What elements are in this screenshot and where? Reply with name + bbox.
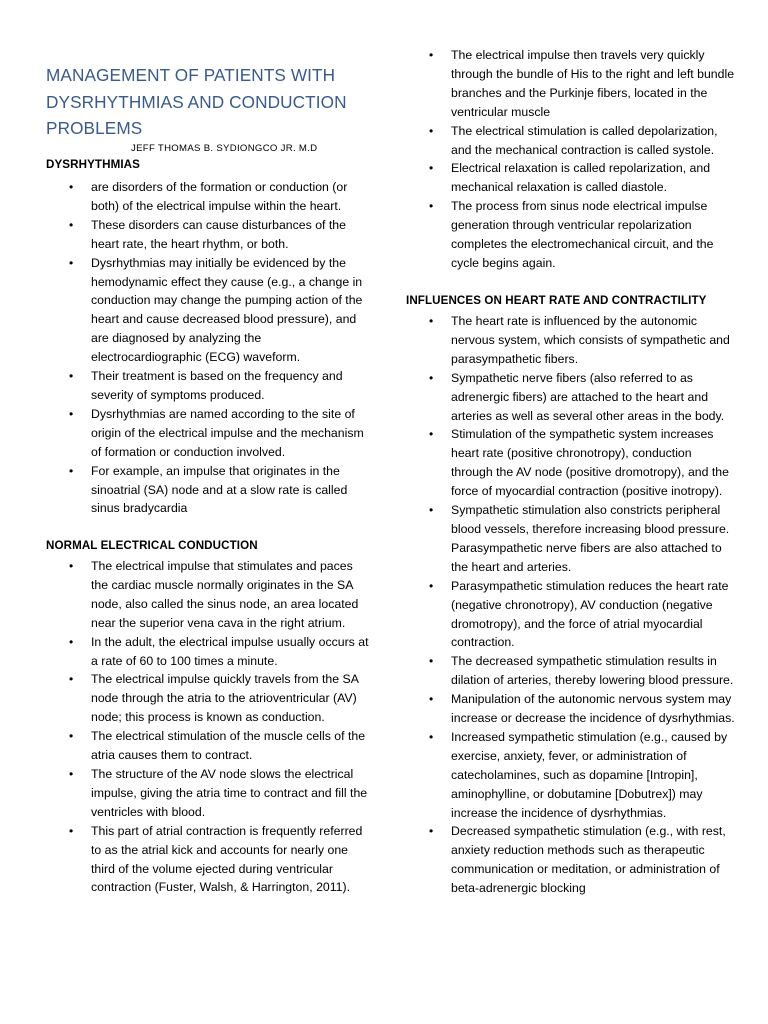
list-influences bbox=[406, 312, 736, 898]
bullet-icon: • bbox=[429, 692, 434, 707]
bullet-icon: • bbox=[69, 406, 74, 421]
list-item: • The heart rate is influenced by the autonomic nervous system, which consists of sympathetic and parasympathetic fibers. bbox=[429, 314, 730, 366]
list-item: • For example, an impulse that originates in the sinoatrial (SA) node and at a slow rate is called sinus bradycardia bbox=[69, 463, 348, 516]
bullet-icon: • bbox=[429, 578, 434, 593]
bullet-icon: • bbox=[429, 824, 434, 839]
list-normal-conduction-left bbox=[46, 557, 371, 897]
list-item: • Stimulation of the sympathetic system increases heart rate (positive chronotropy), conduction through the AV node (positive dromotropy), and the force of myocardial contraction (positive inotropy). bbox=[429, 427, 729, 499]
list-item: • The decreased sympathetic stimulation results in dilation of arteries, thereby lowering blood pressure. bbox=[429, 654, 734, 688]
heading-influences: INFLUENCES ON HEART RATE AND CONTRACTILITY bbox=[406, 294, 707, 307]
bullet-icon: • bbox=[69, 729, 74, 744]
list-item: • This part of atrial contraction is frequently referred to as the atrial kick and accounts for nearly one third of the volume ejected during ventricular contraction (Fuster, Walsh, & Harrington, 2011). bbox=[69, 823, 363, 895]
list-item: • Sympathetic stimulation also constricts peripheral blood vessels, therefore increasing blood pressure. Parasympathetic nerve fibers are also attached to the heart and arteries. bbox=[429, 503, 730, 574]
list-item: • The electrical impulse then travels very quickly through the bundle of His to the right and left bundle branches and the Purkinje fibers, located in the ventricular muscle bbox=[429, 48, 735, 119]
list-dysrhythmias bbox=[46, 178, 371, 518]
bullet-icon: • bbox=[429, 427, 434, 442]
list-item: • In the adult, the electrical impulse usually occurs at a rate of 60 to 100 times a minute. bbox=[69, 634, 369, 668]
list-item: • These disorders can cause disturbances of the heart rate, the heart rhythm, or both. bbox=[69, 217, 346, 251]
document-title: MANAGEMENT OF PATIENTS WITH DYSRHYTHMIAS AND CONDUCTION PROBLEMS bbox=[46, 65, 347, 138]
list-item: • The electrical stimulation is called depolarization, and the mechanical contraction is called systole. bbox=[429, 123, 718, 157]
bullet-icon: • bbox=[429, 161, 434, 176]
bullet-icon: • bbox=[429, 314, 434, 328]
bullet-icon: • bbox=[69, 255, 74, 270]
bullet-icon: • bbox=[429, 199, 434, 214]
list-item: • The process from sinus node electrical impulse generation through ventricular repolarization completes the electromechanical circuit, and the cycle begins again. bbox=[429, 199, 714, 270]
heading-normal-conduction: NORMAL ELECTRICAL CONDUCTION bbox=[46, 539, 258, 552]
list-item: • Their treatment is based on the frequency and severity of symptoms produced. bbox=[69, 369, 343, 402]
list-item: • Electrical relaxation is called repolarization, and mechanical relaxation is called diastole. bbox=[429, 161, 711, 195]
list-item: • are disorders of the formation or conduction (or both) of the electrical impulse within the heart. bbox=[69, 180, 348, 213]
list-item: • Dysrhythmias may initially be evidenced by the hemodynamic effect they cause (e.g., a change in conduction may change the pumping action of the heart and cause decreased blood pressure), and are diagnosed by analyzing the electrocardiographic (ECG) waveform. bbox=[69, 255, 363, 365]
bullet-icon: • bbox=[429, 503, 434, 518]
list-item: • Manipulation of the autonomic nervous system may increase or decrease the incidence of dysrhythmias. bbox=[429, 692, 735, 726]
bullet-icon: • bbox=[429, 48, 434, 62]
heading-dysrhythmias: DYSRHYTHMIAS bbox=[46, 158, 140, 171]
list-item: • The electrical stimulation of the muscle cells of the atria causes them to contract. bbox=[69, 729, 366, 763]
bullet-icon: • bbox=[429, 729, 434, 744]
list-item: • The structure of the AV node slows the electrical impulse, giving the atria time to contract and fill the ventricles with blood. bbox=[69, 766, 368, 819]
bullet-icon: • bbox=[69, 672, 74, 687]
bullet-icon: • bbox=[69, 766, 74, 781]
list-item: • Increased sympathetic stimulation (e.g., caused by exercise, anxiety, fever, or administration of catecholamines, such as dopamine [Intropin], aminophylline, or dobutamine [Dobutrex]) may increase the incidence of dysrhythmias. bbox=[429, 729, 728, 820]
bullet-icon: • bbox=[429, 370, 434, 385]
bullet-icon: • bbox=[69, 634, 74, 649]
bullet-icon: • bbox=[69, 559, 74, 573]
list-item: • Dysrhythmias are named according to the site of origin of the electrical impulse and the mechanism of formation or conduction involved. bbox=[69, 406, 364, 459]
bullet-icon: • bbox=[69, 463, 74, 478]
list-normal-conduction-right bbox=[406, 46, 736, 273]
bullet-icon: • bbox=[429, 123, 434, 138]
bullet-icon: • bbox=[69, 217, 74, 232]
list-item: • Decreased sympathetic stimulation (e.g., with rest, anxiety reduction methods such as therapeutic communication or meditation, or administration of beta-adrenergic blocking bbox=[429, 824, 726, 896]
bullet-icon: • bbox=[69, 369, 74, 384]
bullet-icon: • bbox=[69, 180, 74, 194]
author-line: JEFF THOMAS B. SYDIONGCO JR. M.D bbox=[131, 143, 318, 154]
list-item: • The electrical impulse that stimulates and paces the cardiac muscle normally originates in the SA node, also called the sinus node, an area located near the superior vena cava in the right atrium. bbox=[69, 559, 359, 630]
list-item: • Parasympathetic stimulation reduces the heart rate (negative chronotropy), AV conduction (negative dromotropy), and the force of atrial myocardial contraction. bbox=[429, 578, 729, 650]
bullet-icon: • bbox=[69, 823, 74, 838]
list-item: • The electrical impulse quickly travels from the SA node through the atria to the atrioventricular (AV) node; this process is known as conduction. bbox=[69, 672, 359, 725]
list-item: • Sympathetic nerve fibers (also referred to as adrenergic fibers) are attached to the heart and arteries as well as several other areas in the body. bbox=[429, 370, 725, 423]
bullet-icon: • bbox=[429, 654, 434, 669]
